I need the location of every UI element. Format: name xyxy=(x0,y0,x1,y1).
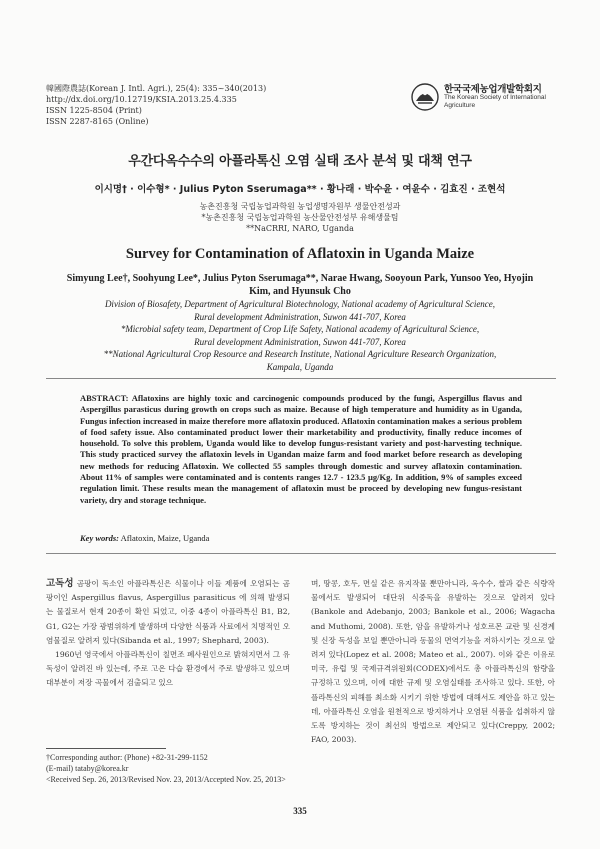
body-paragraph-2: 1960년 영국에서 아플라톡신이 칠면조 폐사원인으로 밝혀지면서 그 유독성이 알려진 바 있는데, 주로 고온 다습 환경에서 주로 발생하고 있으며 대부분이 저장 곡물에서 검출되고 있으 xyxy=(46,650,290,688)
affiliation-ko-1: 농촌진흥청 국립농업과학원 농업생명자원부 생물안전성과 xyxy=(199,202,401,211)
affiliation-en-4: Rural development Administration, Suwon 441-707, Korea xyxy=(194,336,406,347)
affiliation-en-3: *Microbial safety team, Department of Crop Life Safety, National academy of Agricultural Science, xyxy=(120,324,480,335)
issn-print: ISSN 1225-8504 (Print) xyxy=(46,106,142,115)
abstract xyxy=(80,393,522,506)
affiliation-en-2: Rural development Administration, Suwon 441-707, Korea xyxy=(194,311,406,322)
body-lead-word: 고독성 xyxy=(46,578,74,589)
corresponding-author: †Corresponding author: (Phone) +82-31-299-1152 xyxy=(46,753,208,762)
received-dates: <Received Sep. 26, 2013/Revised Nov. 23, 2013/Accepted Nov. 25, 2013> xyxy=(46,775,286,784)
doi-link[interactable]: http://dx.doi.org/10.12719/KSIA.2013.25.4.335 xyxy=(46,95,237,104)
abstract-text: Aflatoxins are highly toxic and carcinogenic compounds produced by the fungi, Aspergillus flavus and Aspergillus parasticus during growth on crops such as maize. Because of high temperature and humidity as in Uganda, Fungus infection increased in maize therefore more aflatoxin produced. Aflatoxin contamination makes a serious problem of food safety issue. Also contaminated product lower their marketability and productivity, finally reduce incomes of household. To solve this problem, Uganda would like to develop fungus-resistant variety and post-harvesting technique. This study practiced survey the aflatoxin levels in Ugandan maize farm and food market before research as developing new methods for reducing Aflatoxin. We collected 55 samples through domestic and survey aflatoxin contamination. About 11% of samples were contaminated and is contents ranges 12.7 - 123.5 μg/Kg. In addition, 9% of samples exceed regulation limit. These results mean the management of aflatoxin must be proceed by developing new fungus-resistant variety, dry and storage technique. xyxy=(80,393,522,505)
footnote xyxy=(46,752,306,785)
affiliation-ko-3: **NaCRRI, NARO, Uganda xyxy=(246,224,354,233)
society-emblem-icon xyxy=(410,82,440,112)
abstract-label: ABSTRACT: xyxy=(80,393,129,403)
journal-header xyxy=(46,83,266,127)
society-name-english: The Korean Society of International Agriculture xyxy=(444,94,546,109)
society-name-korean: 한국국제농업개발학회지 xyxy=(444,84,542,95)
journal-citation: 韓國際農誌(Korean J. Intl. Agri.), 25(4): 335~340(2013) xyxy=(46,84,267,93)
body-column-right xyxy=(311,577,555,802)
society-logo xyxy=(410,80,570,116)
keywords xyxy=(80,533,209,543)
body-paragraph-1-text: 곰팡이 독소인 아플라톡신은 식물이나 이들 제품에 오염되는 곰팡이인 Aspergillus flavus, Aspergillus parasiticus 에 의해 발생되는 물질로서 현재 20종이 확인 되었고, 이중 4종이 아플라톡신 B1, B2, G1, G2는 가장 광범위하게 발생하며 다양한 식품과 사료에서 치명적인 오염물질로 알려져 있다(Sibanda et al., 1997; Shephard, 2003). xyxy=(46,579,290,645)
affiliations-english xyxy=(40,298,560,374)
affiliation-ko-2: *농촌진흥청 국립농업과학원 농산물안전성부 유해생물팀 xyxy=(201,213,399,222)
authors-english: Simyung Lee†, Soohyung Lee*, Julius Pyton Sserumaga**, Narae Hwang, Sooyoun Park, Yunsoo Yeo, Hyojin Kim, and Hyunsuk Cho xyxy=(66,273,534,297)
keywords-text: Aflatoxin, Maize, Uganda xyxy=(120,533,210,543)
keywords-label: Key words: xyxy=(80,533,119,543)
affiliation-en-1: Division of Biosafety, Department of Agricultural Biotechnology, National academy of Agricultural Science, xyxy=(104,299,496,309)
body-column-left xyxy=(46,577,290,742)
page-number: 335 xyxy=(293,806,307,816)
title-english: Survey for Contamination of Aflatoxin in Uganda Maize xyxy=(125,246,475,262)
footnote-rule xyxy=(46,748,166,749)
affiliation-en-6: Kampala, Uganda xyxy=(266,361,334,372)
issn-online: ISSN 2287-8165 (Online) xyxy=(46,117,149,126)
affiliation-en-5: **National Agricultural Crop Resource and Research Institute, National Agriculture Research Organization, xyxy=(103,349,497,360)
abstract-top-rule xyxy=(46,378,556,379)
corresponding-email[interactable]: (E-mail) tataby@korea.kr xyxy=(46,764,129,773)
body-paragraph-1 xyxy=(46,577,290,648)
affiliations-korean xyxy=(0,201,600,234)
authors-korean: 이시명† · 이수형* · Julius Pyton Sserumaga** · 황나래 · 박수윤 · 여윤수 · 김효진 · 조현석 xyxy=(94,184,506,195)
body-paragraph-3: 며, 땅콩, 호두, 면실 같은 유지작물 뿐만아니라, 옥수수, 쌀과 같은 식량작물에서도 발생되어 대단위 식중독을 유발하는 것으로 알려져 있다(Bankole and Adebanjo, 2003; Bankole et al., 2006; Wagacha and Muthomi, 2008). 또한, 암을 유발하거나 성호르몬 교란 및 신경계 및 신장 독성을 보일 뿐만아니라 동물의 면역기능을 저하시키는 것으로 알려져 있다(Lopez et al. 2008; Mateo et al., 2007). 이와 같은 이유로 미국, 유럽 및 국제규격위원회(CODEX)에서도 총 아플라톡신의 함량을 규정하고 있으며, 이에 대한 규제 및 오염실태를 조사하고 있다. 또한, 아플라톡신의 피해를 최소화 시키기 위한 방법에 대해서도 제안을 하고 있는데, 아플라톡신 오염을 원천적으로 방지하거나 오염된 식품을 섭취하지 않도록 방지하는 것이 최선의 방법으로 제안되고 있다(Creppy, 2002; FAO, 2003). xyxy=(311,579,555,745)
title-korean: 우간다옥수수의 아플라톡신 오염 실태 조사 분석 및 대책 연구 xyxy=(128,154,472,169)
abstract-bottom-rule xyxy=(46,553,556,554)
